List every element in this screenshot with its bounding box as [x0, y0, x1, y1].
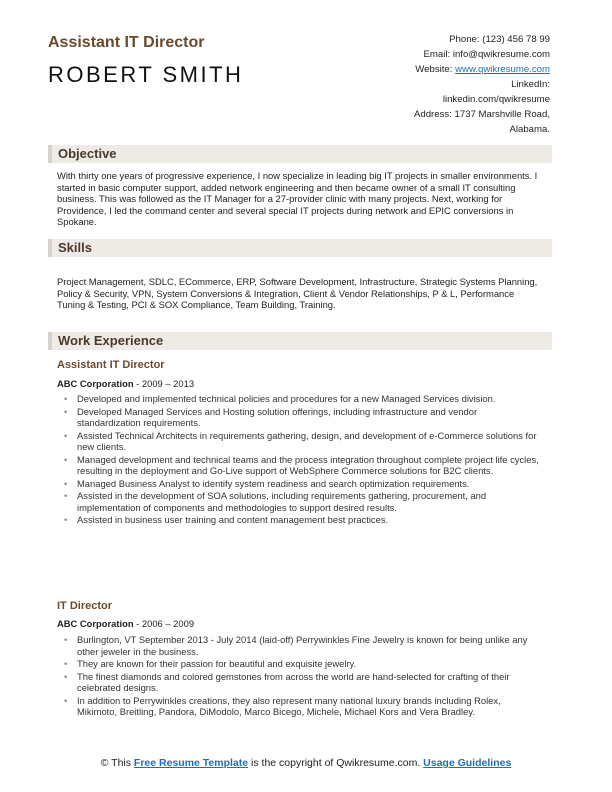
contact-block — [320, 32, 550, 137]
contact-email — [320, 47, 550, 62]
job-bullets — [62, 393, 540, 527]
list-item: • Managed Business Analyst to identify system readiness and search optimization requirements. — [62, 478, 540, 490]
job-title: Assistant IT Director — [57, 359, 165, 371]
email-label: Email: — [423, 49, 451, 60]
work-heading: Work Experience — [58, 333, 164, 348]
contact-linkedin: linkedin.com/qwikresume — [442, 94, 550, 105]
list-item: • They are known for their passion for beautiful and exquisite jewelry. — [62, 658, 540, 670]
company-name: ABC Corporation — [57, 378, 134, 389]
website-label: Website: — [415, 64, 453, 75]
section-accent — [48, 145, 52, 163]
phone-label: Phone: — [449, 34, 480, 45]
objective-heading: Objective — [58, 146, 117, 161]
section-accent — [48, 332, 52, 350]
address-line1: 1737 Marshville Road, — [454, 109, 550, 120]
contact-address — [320, 107, 550, 122]
email-value: info@qwikresume.com — [452, 49, 550, 60]
skills-section-header — [48, 239, 552, 257]
list-item: • Assisted Technical Architects in requirements gathering, design, and development of e-Commerce solutions for new clients. — [62, 430, 540, 453]
work-section-header — [48, 332, 552, 350]
list-item: • In addition to Perrywinkles creations, they also represent many national luxury brands including Rolex, Mikimoto, Breitling, Pandora, DiModolo, Marco Bicego, Michele, Michael Kors and Vera Bradley. — [62, 695, 540, 718]
job-bullets — [62, 634, 540, 719]
list-item: • Developed and implemented technical policies and procedures for a new Managed Services division. — [62, 393, 540, 405]
company-name: ABC Corporation — [57, 618, 134, 629]
candidate-name: ROBERT SMITH — [48, 62, 244, 87]
contact-website — [320, 62, 550, 77]
objective-text: With thirty one years of progressive experience, I now specialize in leading big IT projects in smaller environments. I started in basic computer support, added network engineering and then became owner of a small IT consulting business. This was followed as the IT Manager for a 27-provider clinic with many projects. Next, working for Providence, I led the command center and several special IT projects during network and EPIC conversions in Spokane. — [57, 170, 538, 227]
job-dates: - 2006 – 2009 — [133, 618, 195, 629]
resume-job-title: Assistant IT Director — [48, 34, 205, 51]
skills-heading: Skills — [58, 240, 92, 255]
address-label: Address: — [413, 109, 452, 120]
free-resume-template-link[interactable]: Free Resume Template — [133, 757, 249, 769]
list-item: • Managed development and technical teams and the process integration throughout complete project life cycles, resulting in the deployment and Go-Live support of WebSphere Commerce solutions for B2C clients. — [62, 454, 540, 477]
list-item: • Developed Managed Services and Hosting solution offerings, including infrastructure and vendor standardization requirements. — [62, 406, 540, 429]
footer-prefix: © This — [100, 757, 134, 769]
contact-phone — [320, 32, 550, 47]
usage-guidelines-link[interactable]: Usage Guidelines — [423, 757, 512, 769]
objective-section-header — [48, 145, 552, 163]
skills-text: Project Management, SDLC, ECommerce, ERP, Software Development, Infrastructure, Strategic Systems Planning, Policy & Security, VPN, System Conversions & Integration, Client & Vendor Relationships, P & L, Performance Tuning & Testing, PCI & SOX Compliance, Team Building, Training. — [57, 276, 538, 310]
list-item: • Assisted in business user training and content management best practices. — [62, 514, 540, 526]
contact-linkedin-label: LinkedIn: — [511, 79, 550, 90]
job-title: IT Director — [57, 600, 113, 612]
phone-value: (123) 456 78 99 — [482, 34, 550, 45]
footer-middle: is the copyright of Qwikresume.com. — [248, 757, 424, 769]
section-accent — [48, 239, 52, 257]
job-dates: - 2009 – 2013 — [133, 378, 195, 389]
website-link[interactable]: www.qwikresume.com — [455, 64, 550, 75]
company-line — [57, 378, 194, 389]
company-line — [57, 618, 194, 629]
contact-address-line2: Alabama. — [509, 124, 550, 135]
list-item: • Assisted in the development of SOA solutions, including requirements gathering, procurement, and implementation of components and methodologies to support desired results. — [62, 490, 540, 513]
footer-copyright — [60, 757, 552, 770]
list-item: • Burlington, VT September 2013 - July 2014 (laid-off) Perrywinkles Fine Jewelry is known for being unlike any other jeweler in the business. — [62, 634, 540, 657]
list-item: • The finest diamonds and colored gemstones from across the world are hand-selected for crafting of their celebrated designs. — [62, 671, 540, 694]
